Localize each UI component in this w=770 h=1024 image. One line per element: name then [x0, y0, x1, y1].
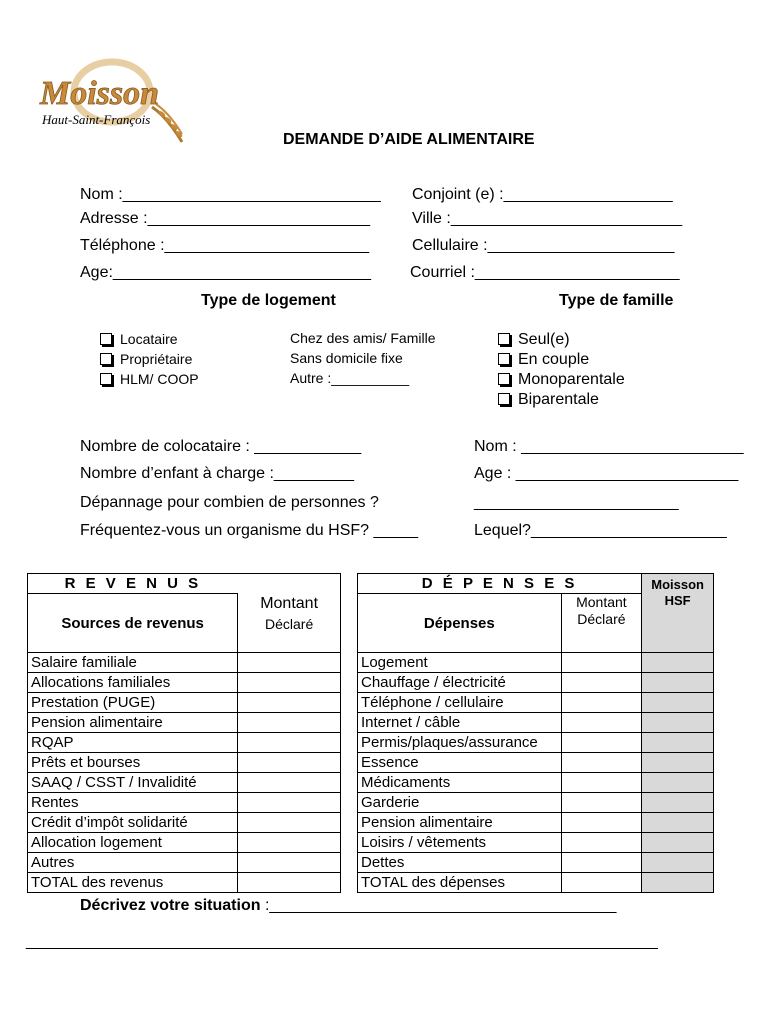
revenus-table [27, 573, 341, 893]
depense-label: Permis/plaques/assurance [358, 733, 562, 753]
depense-label: Téléphone / cellulaire [358, 693, 562, 713]
revenu-montant-cell[interactable] [238, 773, 341, 793]
table-row [28, 773, 341, 793]
depense-label: Essence [358, 753, 562, 773]
table-row [28, 713, 341, 733]
revenu-label: Salaire familiale [28, 653, 238, 673]
moisson-hsf-cell[interactable] [642, 833, 714, 853]
option-monoparentale[interactable]: Monoparentale [498, 370, 625, 390]
depense-montant-cell[interactable] [561, 713, 642, 733]
option-seul[interactable]: Seul(e) [498, 330, 625, 350]
revenu-label: Allocation logement [28, 833, 238, 853]
table-row [28, 833, 341, 853]
revenu-label: Prêts et bourses [28, 753, 238, 773]
table-row [28, 853, 341, 873]
checkbox-icon[interactable] [498, 393, 510, 405]
famille-heading: Type de famille [559, 292, 674, 309]
conjoint-field[interactable]: Conjoint (e) :___________________ [412, 186, 673, 203]
depannage-field[interactable]: _______________________ [474, 494, 679, 511]
moisson-hsf-cell[interactable] [642, 713, 714, 733]
moisson-hsf-cell[interactable] [642, 753, 714, 773]
nom-field[interactable]: Nom :_____________________________ [80, 186, 381, 203]
table-row [28, 753, 341, 773]
nom2-field[interactable]: Nom : _________________________ [474, 438, 744, 455]
moisson-hsf-cell[interactable] [642, 693, 714, 713]
moisson-hsf-cell[interactable] [642, 673, 714, 693]
depense-montant-cell[interactable] [561, 833, 642, 853]
table-row [28, 813, 341, 833]
option-autre[interactable]: Autre :__________ [290, 370, 410, 386]
depense-label: Garderie [358, 793, 562, 813]
lequel-field[interactable]: Lequel?______________________ [474, 522, 727, 539]
adresse-field[interactable]: Adresse :_________________________ [80, 210, 371, 227]
telephone-field[interactable]: Téléphone :_______________________ [80, 237, 370, 254]
logement-other [290, 328, 436, 388]
depense-label: Médicaments [358, 773, 562, 793]
revenu-label: RQAP [28, 733, 238, 753]
moisson-hsf-cell[interactable] [642, 793, 714, 813]
organisme-field[interactable]: Fréquentez-vous un organisme du HSF? _____ [80, 522, 418, 539]
table-row [358, 653, 714, 673]
revenu-montant-cell[interactable] [238, 793, 341, 813]
revenu-label: Pension alimentaire [28, 713, 238, 733]
table-row [28, 793, 341, 813]
logo-main-text: Moisson [40, 75, 160, 112]
option-hlm-coop[interactable]: HLM/ COOP [100, 369, 199, 389]
ville-field[interactable]: Ville :__________________________ [412, 210, 683, 227]
cellulaire-field[interactable]: Cellulaire :_____________________ [412, 237, 675, 254]
courriel-field[interactable]: Courriel :_______________________ [410, 264, 680, 281]
revenu-montant-cell[interactable] [238, 833, 341, 853]
revenu-label: Autres [28, 853, 238, 873]
famille-options [498, 330, 625, 410]
depense-montant-cell[interactable] [561, 813, 642, 833]
age-field[interactable]: Age:_____________________________ [80, 264, 371, 281]
revenu-montant-cell[interactable] [238, 873, 341, 893]
revenu-label: Crédit d’impôt solidarité [28, 813, 238, 833]
depense-montant-cell[interactable] [561, 853, 642, 873]
option-chez-amis: Chez des amis/ Famille [290, 330, 436, 346]
depense-montant-cell[interactable] [561, 773, 642, 793]
checkbox-icon[interactable] [498, 353, 510, 365]
table-row [358, 813, 714, 833]
revenu-montant-cell[interactable] [238, 693, 341, 713]
option-biparentale[interactable]: Biparentale [498, 390, 625, 410]
checkbox-icon[interactable] [100, 353, 112, 365]
age2-field[interactable]: Age : _________________________ [474, 465, 739, 482]
revenu-label: SAAQ / CSST / Invalidité [28, 773, 238, 793]
situation-field[interactable]: Décrivez votre situation :_______________________________________ [80, 897, 617, 914]
table-row [358, 733, 714, 753]
depense-label: Loisirs / vêtements [358, 833, 562, 853]
revenu-montant-cell[interactable] [238, 813, 341, 833]
table-row [358, 753, 714, 773]
depense-montant-cell[interactable] [561, 733, 642, 753]
moisson-hsf-cell[interactable] [642, 873, 714, 893]
montant-header: Montant Déclaré [238, 594, 341, 653]
depense-label: Internet / câble [358, 713, 562, 733]
table-row [358, 693, 714, 713]
moisson-hsf-header: Moisson HSF [642, 574, 714, 653]
page-title: DEMANDE D’AIDE ALIMENTAIRE [283, 131, 535, 148]
option-sans-domicile: Sans domicile fixe [290, 350, 403, 366]
table-row [358, 833, 714, 853]
colocataire-field[interactable]: Nombre de colocataire : ____________ [80, 438, 362, 455]
table-row [28, 693, 341, 713]
moisson-hsf-cell[interactable] [642, 653, 714, 673]
checkbox-icon[interactable] [100, 333, 112, 345]
revenus-title: R E V E N U S [28, 574, 238, 594]
depense-montant-cell[interactable] [561, 793, 642, 813]
enfants-field[interactable]: Nombre d’enfant à charge :_________ [80, 465, 354, 482]
table-row [28, 653, 341, 673]
revenu-montant-cell[interactable] [238, 733, 341, 753]
depense-montant-cell[interactable] [561, 693, 642, 713]
revenu-montant-cell[interactable] [238, 713, 341, 733]
situation-label: Décrivez votre situation [80, 897, 261, 914]
revenu-montant-cell[interactable] [238, 673, 341, 693]
depense-label: Chauffage / électricité [358, 673, 562, 693]
moisson-hsf-cell[interactable] [642, 773, 714, 793]
moisson-hsf-cell[interactable] [642, 853, 714, 873]
revenu-montant-cell[interactable] [238, 753, 341, 773]
revenu-label: Rentes [28, 793, 238, 813]
option-couple[interactable]: En couple [498, 350, 625, 370]
checkbox-icon[interactable] [100, 373, 112, 385]
table-row [358, 673, 714, 693]
depenses-montant-header: Montant Déclaré [561, 594, 642, 653]
checkbox-icon[interactable] [498, 333, 510, 345]
logo-sub-text: Haut-Saint-François [42, 112, 151, 127]
moisson-logo [34, 52, 194, 152]
moisson-hsf-cell[interactable] [642, 813, 714, 833]
table-row [28, 733, 341, 753]
depense-label: Dettes [358, 853, 562, 873]
depense-label: Logement [358, 653, 562, 673]
depense-label: Pension alimentaire [358, 813, 562, 833]
checkbox-icon[interactable] [498, 373, 510, 385]
table-row [358, 793, 714, 813]
table-row [358, 853, 714, 873]
table-row [28, 673, 341, 693]
revenu-label: Prestation (PUGE) [28, 693, 238, 713]
logement-options [100, 329, 199, 389]
table-row [358, 773, 714, 793]
depense-montant-cell[interactable] [561, 673, 642, 693]
depenses-header: Dépenses [358, 594, 562, 653]
revenu-montant-cell[interactable] [238, 853, 341, 873]
depense-label: TOTAL des dépenses [358, 873, 562, 893]
logement-heading: Type de logement [201, 292, 336, 309]
depense-montant-cell[interactable] [561, 873, 642, 893]
revenu-label: Allocations familiales [28, 673, 238, 693]
table-row [358, 713, 714, 733]
depannage-question: Dépannage pour combien de personnes ? [80, 494, 379, 511]
moisson-hsf-cell[interactable] [642, 733, 714, 753]
revenu-montant-cell[interactable] [238, 653, 341, 673]
table-row [358, 873, 714, 893]
sources-header: Sources de revenus [28, 594, 238, 653]
table-row [28, 873, 341, 893]
depense-montant-cell[interactable] [561, 653, 642, 673]
option-locataire[interactable]: Locataire [100, 329, 199, 349]
option-proprietaire[interactable]: Propriétaire [100, 349, 199, 369]
depenses-table [357, 573, 714, 893]
revenu-label: TOTAL des revenus [28, 873, 238, 893]
situation-line[interactable]: _______________________________________________________________________ [26, 933, 658, 950]
depenses-title: D É P E N S E S [358, 574, 642, 594]
depense-montant-cell[interactable] [561, 753, 642, 773]
